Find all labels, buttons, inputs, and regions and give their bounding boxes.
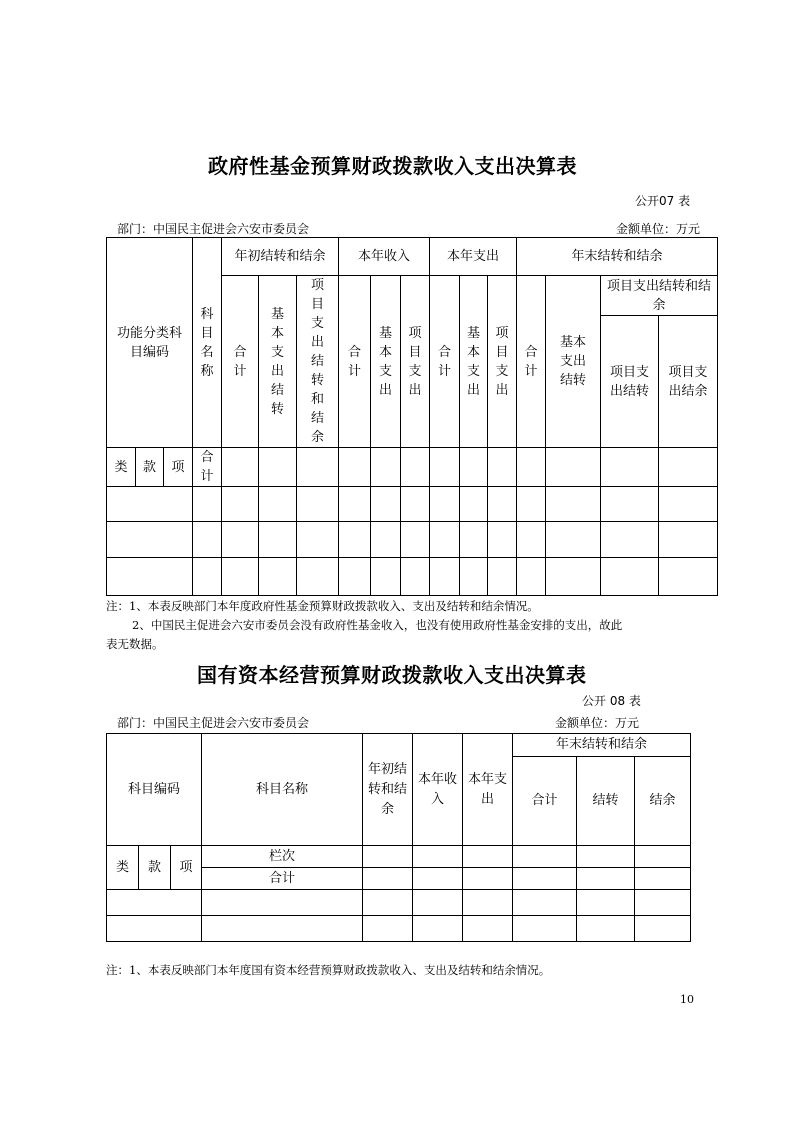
header-xiang: 项 (164, 448, 193, 487)
table2-code: 公开 08 表 (582, 694, 641, 708)
header-expense-total: 合计 (430, 276, 460, 448)
header-opening-total: 合计 (222, 276, 259, 448)
table1-department: 部门：中国民主促进会六安市委员会 (117, 222, 310, 236)
table1-code: 公开07 表 (635, 194, 691, 208)
header-income-total: 合计 (339, 276, 371, 448)
table-row (107, 916, 691, 942)
header-income: 本年收入 (339, 238, 430, 276)
table-row (107, 522, 718, 558)
header-lei: 类 (107, 448, 136, 487)
table2-unit: 金额单位：万元 (555, 716, 640, 730)
header-expense-basic: 基本支出 (460, 276, 488, 448)
t2-header-expense: 本年支出 (463, 734, 513, 846)
t2-header-opening: 年初结转和结余 (363, 734, 413, 846)
table-row (107, 890, 691, 916)
t2-header-kuan: 款 (139, 846, 171, 890)
table2-note-1: 注：1、本表反映部门本年度国有资本经营预算财政拨款收入、支出及结转和结余情况。 (106, 963, 551, 977)
header-closing-basic: 基本支出结转 (546, 276, 601, 448)
header-kuan: 款 (136, 448, 164, 487)
header-closing-total: 合计 (517, 276, 546, 448)
header-project-balance: 项目支出结余 (659, 316, 718, 448)
t2-header-balance: 结余 (635, 757, 691, 846)
header-project-carry: 项目支出结转 (601, 316, 659, 448)
table1-title: 政府性基金预算财政拨款收入支出决算表 (208, 154, 577, 178)
t2-total-row-label: 合计 (202, 868, 363, 890)
header-closing-project-group: 项目支出结转和结余 (601, 276, 718, 316)
t2-header-carry: 结转 (577, 757, 635, 846)
header-income-basic: 基本支出 (371, 276, 401, 448)
t2-header-total: 合计 (513, 757, 577, 846)
table2-department: 部门：中国民主促进会六安市委员会 (117, 716, 310, 730)
header-basic-carry: 基本支出结转 (259, 276, 297, 448)
t2-column-row-label: 栏次 (202, 846, 363, 868)
table1-note-2: 2、中国民主促进会六安市委员会没有政府性基金收入，也没有使用政府性基金安排的支出，故此 (132, 618, 623, 632)
table1 (106, 237, 718, 596)
t2-header-closing: 年末结转和结余 (513, 734, 691, 757)
table1-unit: 金额单位：万元 (616, 222, 701, 236)
table2 (106, 733, 691, 942)
header-income-project: 项目支出 (401, 276, 430, 448)
table-row (107, 558, 718, 596)
table-row (107, 487, 718, 522)
t2-header-subject-code: 科目编码 (107, 734, 202, 846)
table1-note-3: 表无数据。 (106, 637, 164, 651)
header-expense: 本年支出 (430, 238, 517, 276)
header-closing: 年末结转和结余 (517, 238, 718, 276)
t2-header-xiang: 项 (171, 846, 202, 890)
page-number: 10 (680, 993, 694, 1006)
table2-title: 国有资本经营预算财政拨款收入支出决算表 (197, 663, 587, 687)
t2-header-lei: 类 (107, 846, 139, 890)
header-expense-project: 项目支出 (488, 276, 517, 448)
t2-header-income: 本年收入 (413, 734, 463, 846)
table1-note-1: 注：1、本表反映部门本年度政府性基金预算财政拨款收入、支出及结转和结余情况。 (106, 599, 539, 613)
header-func-code: 功能分类科目编码 (107, 238, 193, 448)
row-total-label: 合计 (193, 448, 222, 487)
header-subject-name: 科目名称 (193, 238, 222, 448)
t2-header-subject-name: 科目名称 (202, 734, 363, 846)
header-opening: 年初结转和结余 (222, 238, 339, 276)
header-project-carry-balance: 项目支出结转和结余 (297, 276, 339, 448)
